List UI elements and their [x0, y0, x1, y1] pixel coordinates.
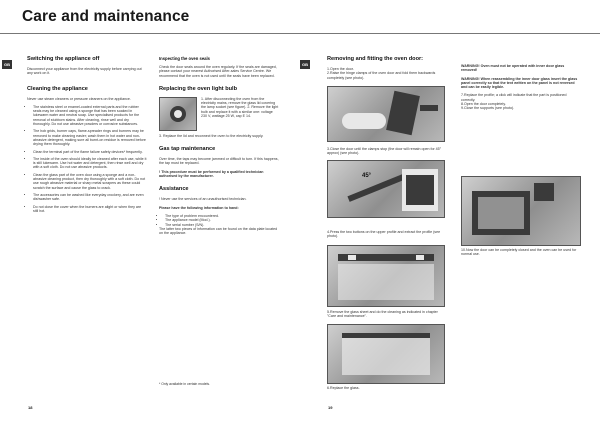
list-item: • The type of problem encountered. — [165, 214, 279, 218]
door-angle-photo — [327, 160, 445, 218]
heading-assistance: Assistance — [159, 186, 189, 193]
right-column-2 — [461, 64, 579, 111]
heading-light-bulb: Replacing the oven light bulb — [159, 85, 238, 92]
list-item: • Do not close the cover when the burners are alight or when they are still hot. — [33, 205, 147, 214]
step-1: 1.Open the door. — [327, 67, 354, 71]
text-assistance-warning: ! Never use the services of an unauthorised technician. — [159, 197, 247, 202]
list-item: • The serial number (S/N). — [165, 223, 279, 227]
heading-gas-tap: Gas tap maintenance — [159, 146, 216, 153]
heading-oven-door: Removing and fitting the oven door: — [327, 56, 424, 62]
step-4: 4.Press the two buttons on the upper profile and extract the profile (see photo). — [327, 230, 441, 239]
text-gas-tap-warning: ! This procedure must be performed by a qualified technician authorised by the manufacturer. — [159, 169, 264, 179]
text-switch-off: Disconnect your appliance from the electricity supply before carrying out any work on it. — [27, 67, 142, 76]
text-bulb-steps: 1. After disconnecting the oven from the electricity mains, remove the glass lid covering the lamp socket (see figure). 2. Remove the light bulb and replace it with a similar one: voltage 230 V, wattage 25 W, cap E 14. — [201, 96, 279, 119]
assistance-list — [159, 214, 279, 227]
footnote: * Only available in certain models. — [159, 382, 211, 386]
heading-cleaning: Cleaning the appliance — [27, 85, 88, 92]
step-6: 6.Replace the glass. — [327, 386, 360, 390]
list-item: • The inside of the oven should ideally be cleaned after each use, while it is still lukewarm. Use hot water and detergent, then rinse well and dry with a soft cloth. Do not use abrasive products. — [33, 157, 147, 170]
step-10: 10.Now the door can be completely closed and the oven can be used for normal use. — [461, 248, 577, 257]
header-rule — [0, 33, 600, 34]
page-number-right: 19 — [328, 405, 333, 410]
text-gas-tap: Over time, the taps may become jammed or difficult to turn. If this happens, the tap must be replaced. — [159, 157, 279, 166]
angle-label: 45° — [362, 173, 372, 179]
profile-buttons-photo — [327, 245, 445, 307]
page-title: Care and maintenance — [22, 8, 190, 25]
list-item: • The hob grids, burner caps, flame-spreader rings and burners may be removed to make cleaning easier; wash them in hot water and non-abrasive detergent, making sure all burnt-on residue is removed before drying them thoroughly. — [33, 129, 147, 146]
text-assistance-note: The latter two pieces of information can be found on the data plate located on the appliance. — [159, 226, 278, 236]
right-column-1 — [327, 56, 445, 84]
warning-reassembly: WARNING! When reassembling the inner door glass insert the glass panel correctly so that the text written on the panel is not reversed and can be easily legible. — [461, 76, 578, 90]
language-tab-left: GB — [4, 62, 10, 67]
text-inspect-seals: Check the door seals around the oven regularly. If the seals are damaged, please contact your nearest Authorised After-sales Service Centre. We recommend that the oven is not used until the seals have been replaced. — [159, 65, 277, 78]
list-item: • The stainless steel or enamel-coated external parts and the rubber seals may be cleaned using a sponge that has been soaked in lukewarm water and neutral soap. Use specialised products for the removal of stubborn stains. After cleaning, rinse well and dry thoroughly. Do not use abrasive powders or corrosive substances. — [33, 105, 147, 126]
text-cleaning-warning: Never use steam cleaners or pressure cleaners on the appliance. — [27, 96, 131, 101]
list-item: • Clean the terminal part of the flame failure safety devices* frequently. — [33, 150, 147, 154]
step-3: 3.Close the door until the clamps stop (the door will remain open for 45° approx) (see photo). — [327, 147, 442, 156]
step-2: 2.Raise the hinge clamps of the oven door and fold them backwards completely (see photo). — [327, 71, 436, 80]
list-item: • The accessories can be washed like everyday crockery, and are even dishwasher safe. — [33, 193, 147, 202]
step-7: 7.Replace the profile; a click will indicate that the part is positioned correctly. — [461, 93, 567, 102]
door-hinge-photo — [327, 86, 445, 142]
list-item: • The appliance model (Mod.). — [165, 218, 279, 222]
page-number-left: 18 — [28, 405, 33, 410]
warning-inner-glass: WARNING! Oven must not be operated with inner door glass removed! — [461, 64, 565, 73]
heading-inspect-seals: Inspecting the oven seals — [159, 56, 210, 61]
left-column-1 — [27, 56, 147, 216]
door-supports-photo — [461, 176, 581, 246]
glass-sheet-photo — [327, 324, 445, 384]
text-bulb-step-3: 3. Replace the lid and reconnect the oven to the electricity supply. — [159, 133, 264, 138]
text-assistance-info: Please have the following information to hand: — [159, 205, 239, 210]
language-tab-right: GB — [302, 62, 308, 67]
bulb-photo — [159, 97, 197, 131]
cleaning-list — [27, 105, 147, 213]
heading-switch-off: Switching the appliance off — [27, 56, 100, 62]
step-8: 8.Open the door completely. — [461, 102, 506, 107]
left-column-2 — [159, 56, 279, 239]
step-9: 9.Close the supports (see photo). — [461, 106, 515, 111]
step-5: 5.Remove the glass sheet and do the cleaning as indicated in chapter "Care and maintenance". — [327, 310, 438, 319]
list-item: • Clean the glass part of the oven door using a sponge and a non-abrasive cleaning product, then dry thoroughly with a soft cloth. Do not use rough abrasive material or sharp metal scrapers as these could scratch the surface and cause the glass to crack. — [33, 173, 147, 190]
